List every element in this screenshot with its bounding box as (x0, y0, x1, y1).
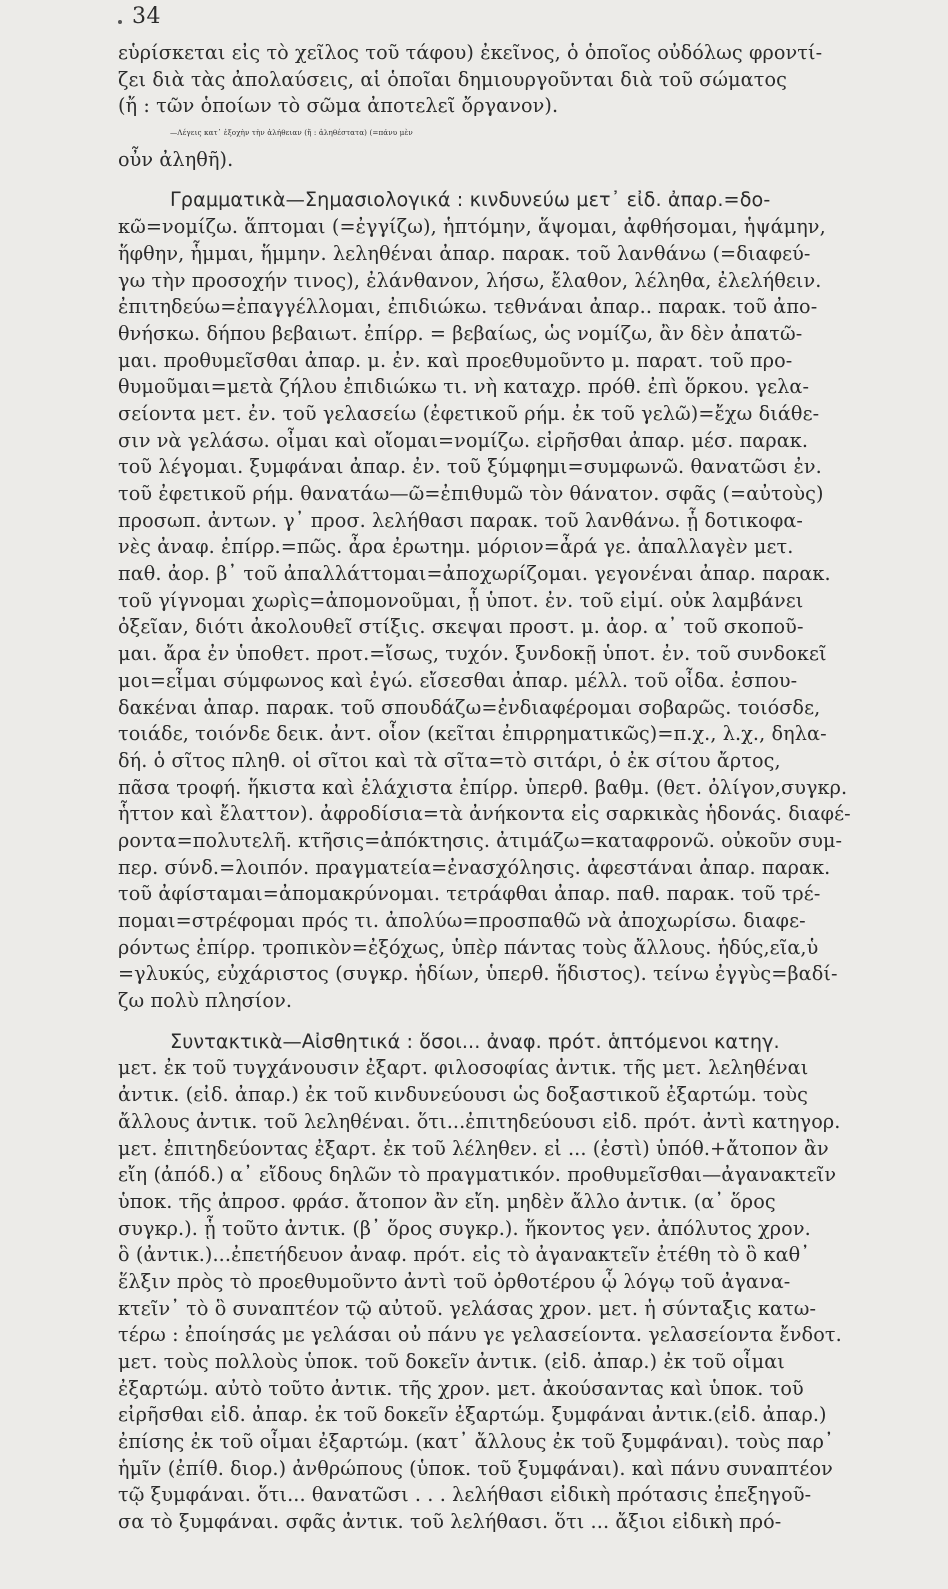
text-line: οὖν ἀληθῆ). (118, 147, 928, 174)
text-line: ἥφθην, ἧμμαι, ἥμμην. λεληθέναι ἀπαρ. παρακ. τοῦ λανθάνω (=διαφεύ- (118, 241, 928, 268)
text-line: τέρω : ἐποίησάς με γελάσαι οὐ πάνυ γε γελασείοντα. γελασείοντα ἔνδοτ. (118, 1322, 928, 1349)
body-text (118, 40, 928, 1589)
text-line: ὑποκ. τῆς ἀπροσ. φράσ. ἄτοπον ἂν εἴη. μηδὲν ἄλλο ἀντικ. (α᾽ ὅρος (118, 1189, 928, 1216)
text-line: μετ. ἐκ τοῦ τυγχάνουσιν ἐξαρτ. φιλοσοφίας ἀντικ. τῆς μετ. λεληθέναι (118, 1055, 928, 1082)
text-line: τῷ ξυμφάναι. ὅτι... θανατῶσι . . . λελήθασι εἰδικὴ πρότασις ἐπεξηγοῦ- (118, 1482, 928, 1509)
text-line: δακέναι ἀπαρ. παρακ. τοῦ σπουδάζω=ἐνδιαφέρομαι σοβαρῶς. τοιόσδε, (118, 695, 928, 722)
text-line: τοῦ ἐφετικοῦ ρήμ. θανατάω—ῶ=ἐπιθυμῶ τὸν θάνατον. σφᾶς (=αὐτοὺς) (118, 481, 928, 508)
text-line: ἧττον καὶ ἔλαττον). ἀφροδίσια=τὰ ἀνήκοντα εἰς σαρκικὰς ἡδονάς. διαφέ- (118, 801, 928, 828)
text-line: σιν νὰ γελάσω. οἶμαι καὶ οἴομαι=νομίζω. εἰρῆσθαι ἀπαρ. μέσ. παρακ. (118, 428, 928, 455)
text-line: πᾶσα τροφή. ἥκιστα καὶ ἐλάχιστα ἐπίρρ. ὑπερθ. βαθμ. (θετ. ὀλίγον,συγκρ. (118, 775, 928, 802)
text-line: πομαι=στρέφομαι πρός τι. ἀπολύω=προσπαθῶ νὰ ἀποχωρίσω. διαφε- (118, 908, 928, 935)
text-line (118, 1563, 928, 1589)
text-line: σα τὸ ξυμφάναι. σφᾶς ἀντικ. τοῦ λελήθασι. ὅτι ... ἄξιοι εἰδικὴ πρό- (118, 1509, 928, 1536)
text-line: μετ. ἐπιτηδεύοντας ἐξαρτ. ἐκ τοῦ λέληθεν. εἰ ... (ἐστὶ) ὑπόθ.+ἄτοπον ἂν (118, 1136, 928, 1163)
text-line: μαι. προθυμεῖσθαι ἀπαρ. μ. ἐν. καὶ προεθυμοῦντο μ. παρατ. τοῦ προ- (118, 348, 928, 375)
text-line: (ἤ : τῶν ὁποίων τὸ σῶμα ἀποτελεῖ ὄργανον). (118, 93, 928, 120)
section-heading-grammar (118, 187, 928, 214)
page-number: 34 (132, 4, 161, 29)
text-line: μοι=εἶμαι σύμφωνος καὶ ἐγώ. εἴσεσθαι ἀπαρ. μέλλ. τοῦ οἶδα. ἐσπου- (118, 668, 928, 695)
text-line: ἀντικ. (εἰδ. ἀπαρ.) ἐκ τοῦ κινδυνεύουσι ὡς δοξαστικοῦ ἐξαρτώμ. τοὺς (118, 1082, 928, 1109)
text-line: σείοντα μετ. ἐν. τοῦ γελασείω (ἐφετικοῦ ρήμ. ἐκ τοῦ γελῶ)=ἔχω διάθε- (118, 401, 928, 428)
text-line: ρόντως ἐπίρρ. τροπικὸν=ἐξόχως, ὑπὲρ πάντας τοὺς ἄλλους. ἡδύς,εῖα,ὑ (118, 935, 928, 962)
text-line: μαι. ἄρα ἐν ὑποθετ. προτ.=ἴσως, τυχόν. ξυνδοκῇ ὑποτ. ἐν. τοῦ συνδοκεῖ (118, 641, 928, 668)
text-line: ὃ (ἀντικ.)...ἐπετήδευον ἀναφ. πρότ. εἰς τὸ ἀγανακτεῖν ἐτέθη τὸ ὃ καθ᾽ (118, 1242, 928, 1269)
text-line: περ. σύνδ.=λοιπόν. πραγματεία=ἐνασχόλησις. ἀφεστάναι ἀπαρ. παρακ. (118, 855, 928, 882)
text-line: ροντα=πολυτελῆ. κτῆσις=ἀπόκτησις. ἀτιμάζω=καταφρονῶ. οὐκοῦν συμ- (118, 828, 928, 855)
section-heading-syntax (118, 1029, 928, 1056)
text-line: =γλυκύς, εὐχάριστος (συγκρ. ἡδίων, ὑπερθ. ἥδιστος). τείνω ἐγγὺς=βαδί- (118, 961, 928, 988)
text-line: δή. ὁ σῖτος πληθ. οἱ σῖτοι καὶ τὰ σῖτα=τὸ σιτάρι, ὁ ἐκ σίτου ἄρτος, (118, 748, 928, 775)
text-line: ζει διὰ τὰς ἀπολαύσεις, αἱ ὁποῖαι δημιουργοῦνται διὰ τοῦ σώματος (118, 67, 928, 94)
text-line: παθ. ἀορ. β᾽ τοῦ ἀπαλλάττομαι=ἀποχωρίζομαι. γεγονέναι ἀπαρ. παρακ. (118, 561, 928, 588)
text-line: εἴη (ἀπόδ.) α᾽ εἴδους δηλῶν τὸ πραγματικόν. προθυμεῖσθαι—ἀγανακτεῖν (118, 1162, 928, 1189)
text-line: ἐξαρτώμ. αὐτὸ τοῦτο ἀντικ. τῆς χρον. μετ. ἀκούσαντας καὶ ὑποκ. τοῦ (118, 1376, 928, 1403)
text-line: —Λέγεις κατ᾽ ἐξοχὴν τὴν ἀλήθειαν (ἤ : ἀληθέστατα) (=πάνυ μὲν (118, 120, 928, 147)
text-line: εἰρῆσθαι εἰδ. ἀπαρ. ἐκ τοῦ δοκεῖν ἐξαρτώμ. ξυμφάναι ἀντικ.(εἰδ. ἀπαρ.) (118, 1402, 928, 1429)
text-line: ἡμῖν (ἐπίθ. διορ.) ἀνθρώπους (ὑποκ. τοῦ ξυμφάναι). καὶ πάνυ συναπτέον (118, 1456, 928, 1483)
text-line: Γραμματικὰ—Σημασιολογικά : κινδυνεύω μετ᾽ εἰδ. ἀπαρ.=δο- (170, 188, 770, 211)
text-line: Συντακτικὰ—Αἰσθητικά : ὅσοι... ἀναφ. πρότ. ἁπτόμενοι κατηγ. (170, 1030, 780, 1053)
text-line: εὑρίσκεται εἰς τὸ χεῖλος τοῦ τάφου) ἐκεῖνος, ὁ ὁποῖος οὐδόλως φροντί- (118, 40, 928, 67)
text-line: ἐπιτηδεύω=ἐπαγγέλλομαι, ἐπιδιώκω. τεθνάναι ἀπαρ.. παρακ. τοῦ ἀπο- (118, 294, 928, 321)
text-line: νὲς ἀναφ. ἐπίρρ.=πῶς. ἆρα ἐρωτημ. μόριον=ἆρά γε. ἀπαλλαγὲν μετ. (118, 534, 928, 561)
text-line: θνήσκω. δήπου βεβαιωτ. ἐπίρρ. = βεβαίως, ὡς νομίζω, ἂν δὲν ἀπατῶ- (118, 321, 928, 348)
text-line: τοιάδε, τοιόνδε δεικ. ἀντ. οἷον (κεῖται ἐπιρρηματικῶς)=π.χ., λ.χ., δηλα- (118, 721, 928, 748)
text-line: κῶ=νομίζω. ἅπτομαι (=ἐγγίζω), ἡπτόμην, ἅψομαι, ἀφθήσομαι, ἡψάμην, (118, 214, 928, 241)
text-line: συγκρ.). ᾗ τοῦτο ἀντικ. (β᾽ ὅρος συγκρ.). ἥκοντος γεν. ἀπόλυτος χρον. (118, 1216, 928, 1243)
text-line: μετ. τοὺς πολλοὺς ὑποκ. τοῦ δοκεῖν ἀντικ. (εἰδ. ἀπαρ.) ἐκ τοῦ οἶμαι (118, 1349, 928, 1376)
text-line: θυμοῦμαι=μετὰ ζήλου ἐπιδιώκω τι. νὴ καταχρ. πρόθ. ἐπὶ ὅρκου. γελα- (118, 374, 928, 401)
text-line: κτεῖν᾽ τὸ ὃ συναπτέον τῷ αὐτοῦ. γελάσας χρον. μετ. ἡ σύνταξις κατω- (118, 1296, 928, 1323)
text-line: προσωπ. ἀντων. γ᾽ προσ. λελήθασι παρακ. τοῦ λανθάνω. ᾗ δοτικοφα- (118, 508, 928, 535)
text-line: γω τὴν προσοχήν τινος), ἐλάνθανον, λήσω, ἔλαθον, λέληθα, ἐλελήθειν. (118, 268, 928, 295)
text-line: τοῦ γίγνομαι χωρὶς=ἀπομονοῦμαι, ᾗ ὑποτ. ἐν. τοῦ εἰμί. οὐκ λαμβάνει (118, 588, 928, 615)
text-line: ἄλλους ἀντικ. τοῦ λεληθέναι. ὅτι...ἐπιτηδεύουσι εἰδ. πρότ. ἀντὶ κατηγορ. (118, 1109, 928, 1136)
text-line: τοῦ λέγομαι. ξυμφάναι ἀπαρ. ἐν. τοῦ ξύμφημι=συμφωνῶ. θανατῶσι ἐν. (118, 454, 928, 481)
text-line: τοῦ ἀφίσταμαι=ἀπομακρύνομαι. τετράφθαι ἀπαρ. παθ. παρακ. τοῦ τρέ- (118, 881, 928, 908)
text-line: ζω πολὺ πλησίον. (118, 988, 928, 1015)
text-line: ἐπίσης ἐκ τοῦ οἶμαι ἐξαρτώμ. (κατ᾽ ἄλλους ἐκ τοῦ ξυμφάναι). τοὺς παρ᾽ (118, 1429, 928, 1456)
text-line (118, 1536, 928, 1563)
text-line: ἕλξιν πρὸς τὸ προεθυμοῦντο ἀντὶ τοῦ ὀρθοτέρου ᾧ λόγῳ τοῦ ἀγανα- (118, 1269, 928, 1296)
text-line: ὀξεῖαν, διότι ἀκολουθεῖ στίξις. σκεψαι προστ. μ. ἀορ. α᾽ τοῦ σκοποῦ- (118, 614, 928, 641)
